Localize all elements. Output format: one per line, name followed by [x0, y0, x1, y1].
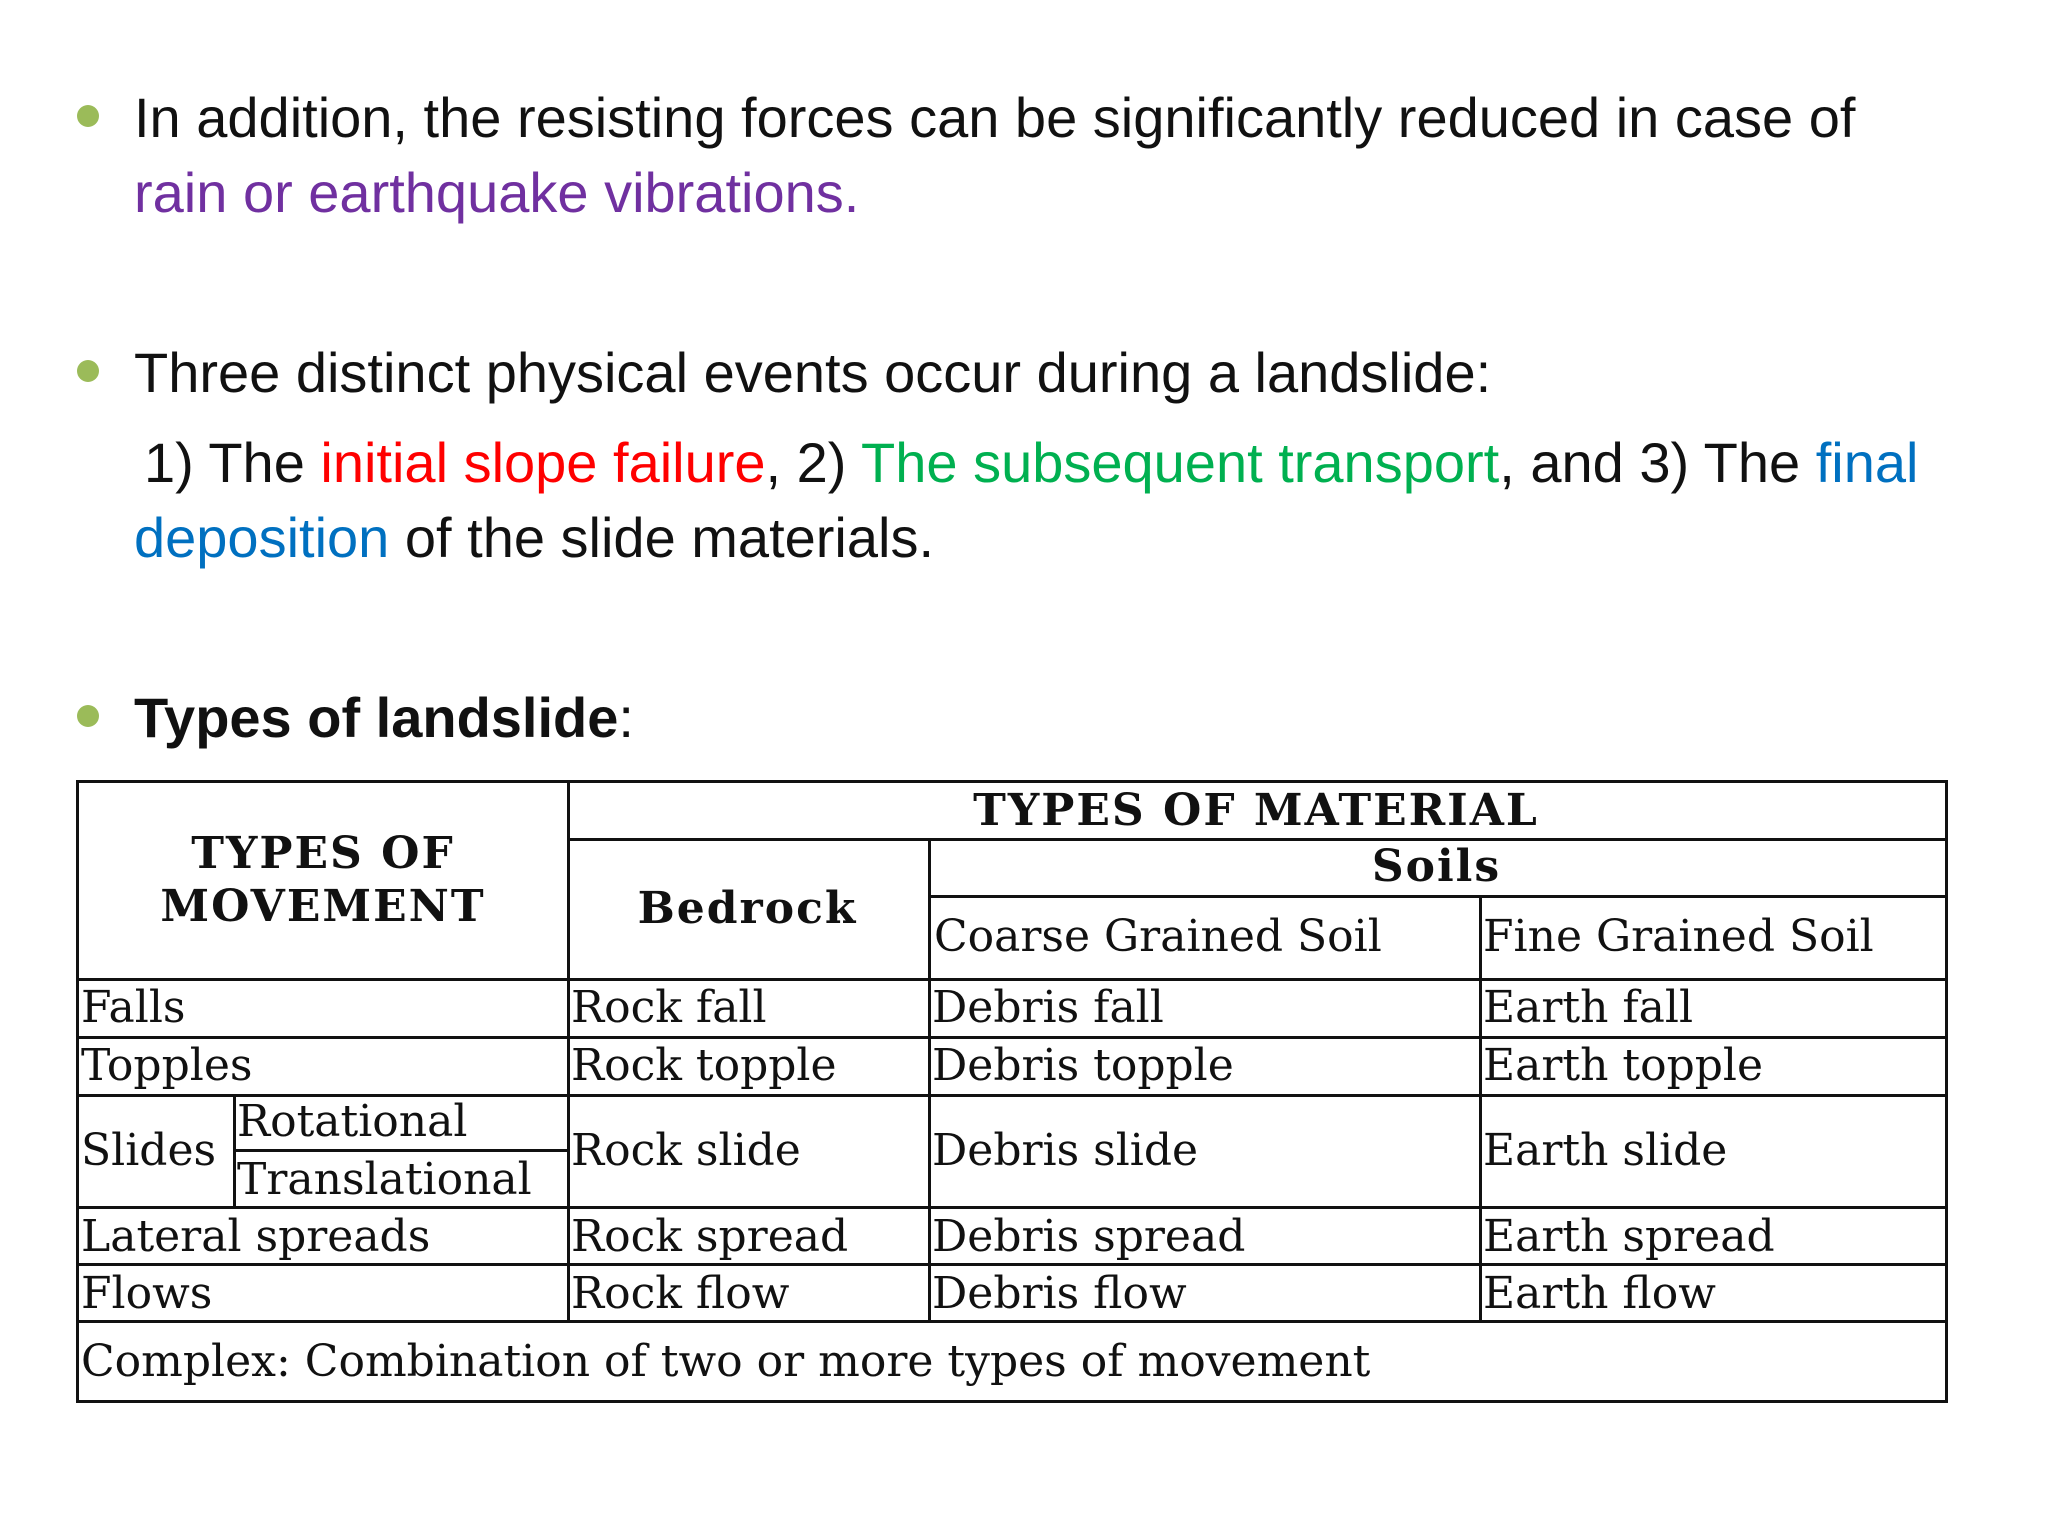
cell-movement: Flows: [81, 1267, 213, 1319]
cell-sub-rotational: Rotational: [237, 1096, 468, 1147]
cell-fine: Earth flow: [1483, 1267, 1716, 1319]
header-bedrock: Bedrock: [637, 882, 858, 934]
header-types-of-movement: [79, 783, 567, 978]
cell-sub-translational: Translational: [237, 1153, 532, 1205]
cell-coarse: Debris topple: [932, 1039, 1234, 1091]
heading-colon: :: [618, 686, 634, 749]
cell-movement: Topples: [81, 1039, 253, 1091]
event-prefix-1: 1) The: [144, 431, 321, 494]
bullet-3-line-1: [134, 686, 634, 749]
bullet-dot: [77, 360, 99, 382]
grid-line: [1479, 895, 1482, 1320]
landslide-types-table: [76, 780, 1948, 1403]
event-final-deposition-b: deposition: [134, 506, 390, 569]
cell-movement: Lateral spreads: [81, 1210, 431, 1262]
bullet-2-line-3: [134, 506, 934, 569]
header-movement-line-1: TYPES OF: [191, 827, 455, 879]
event-subsequent-transport: The subsequent transport: [861, 431, 1500, 494]
types-of-landslide-heading: Types of landslide: [134, 686, 619, 749]
cell-bedrock: Rock flow: [571, 1267, 790, 1319]
cell-fine: Earth topple: [1483, 1039, 1764, 1091]
cell-fine: Earth fall: [1483, 981, 1694, 1033]
bullet-2-line-1: Three distinct physical events occur during a landslide:: [134, 341, 1492, 404]
event-prefix-3: , and 3) The: [1499, 431, 1816, 494]
event-suffix: of the slide materials.: [389, 506, 934, 569]
cell-coarse: Debris fall: [932, 981, 1164, 1033]
event-prefix-2: , 2): [765, 431, 862, 494]
cell-fine: Earth slide: [1483, 1124, 1728, 1176]
cell-coarse: Debris flow: [932, 1267, 1187, 1319]
cell-bedrock: Rock topple: [571, 1039, 837, 1091]
header-movement-line-2: MOVEMENT: [160, 880, 486, 932]
bullet-dot: [77, 105, 99, 127]
cell-bedrock: Rock slide: [571, 1124, 801, 1176]
event-final-deposition-a: final: [1815, 431, 1919, 494]
cell-bedrock: Rock spread: [571, 1210, 849, 1262]
grid-line: [928, 838, 931, 1320]
header-coarse-grained-soil: Coarse Grained Soil: [934, 911, 1382, 962]
cell-coarse: Debris slide: [932, 1124, 1199, 1176]
cell-movement: Falls: [81, 981, 186, 1033]
bullet-1-line-2: rain or earthquake vibrations.: [134, 161, 860, 224]
header-types-of-material: TYPES OF MATERIAL: [973, 785, 1539, 836]
cell-fine: Earth spread: [1483, 1210, 1775, 1262]
cell-coarse: Debris spread: [932, 1210, 1246, 1262]
bullet-1-line-1: In addition, the resisting forces can be significantly reduced in case of: [134, 86, 1856, 149]
bullet-dot: [77, 705, 99, 727]
event-initial-slope-failure: initial slope failure: [320, 431, 766, 494]
cell-complex: Complex: Combination of two or more types of movement: [81, 1336, 1371, 1387]
cell-movement: Slides: [81, 1124, 217, 1176]
header-fine-grained-soil: Fine Grained Soil: [1483, 911, 1874, 962]
bullet-2-line-2: [144, 431, 1919, 494]
cell-bedrock: Rock fall: [571, 981, 767, 1033]
header-soils: Soils: [1371, 841, 1502, 892]
